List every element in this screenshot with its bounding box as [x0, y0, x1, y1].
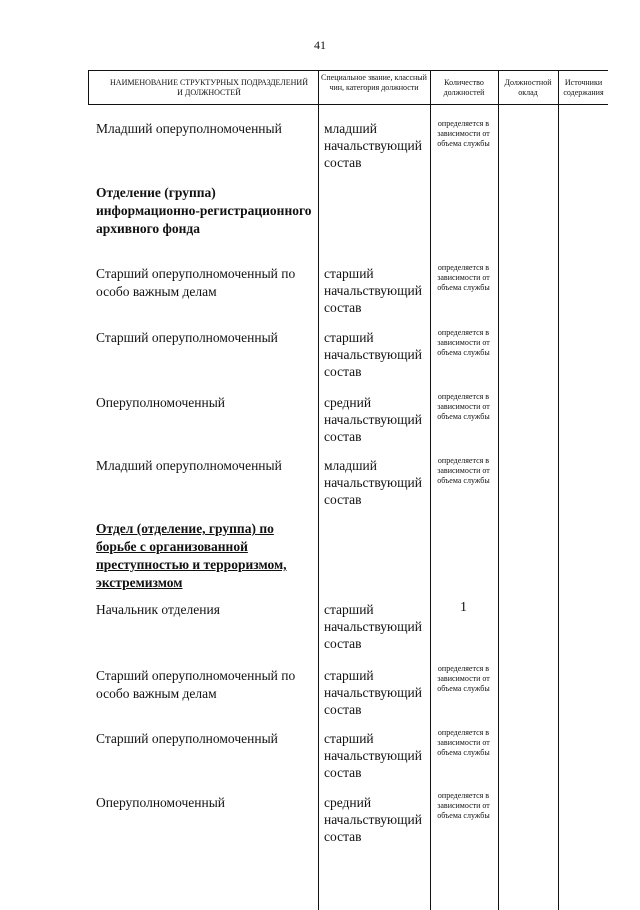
- header-salary: Должностной оклад: [504, 78, 552, 97]
- position-rank: средний начальствующий состав: [324, 395, 422, 444]
- staffing-table: [88, 70, 608, 910]
- column-divider: [430, 70, 431, 910]
- header-bottom-border: [88, 104, 608, 105]
- position-count: 1: [460, 600, 467, 615]
- position-count: определяется в зависимости от объема службы: [437, 119, 490, 148]
- position-name: Старший оперуполномоченный по особо важным делам: [96, 668, 296, 701]
- position-rank: старший начальствующий состав: [324, 266, 422, 315]
- header-name: НАИМЕНОВАНИЕ СТРУКТУРНЫХ ПОДРАЗДЕЛЕНИЙ И ДОЛЖНОСТЕЙ: [110, 78, 308, 97]
- position-rank: старший начальствующий состав: [324, 602, 422, 651]
- position-rank: младший начальствующий состав: [324, 458, 422, 507]
- position-rank: средний начальствующий состав: [324, 795, 422, 844]
- position-rank: младший начальствующий состав: [324, 121, 422, 170]
- header-count: Количество должностей: [443, 78, 485, 97]
- header-rank: Специальное звание, классный чин, категория должности: [321, 73, 427, 92]
- page-number: 41: [314, 38, 326, 52]
- position-name: Оперуполномоченный: [96, 395, 226, 410]
- header-source: Источники содержания: [563, 78, 604, 97]
- position-name: Младший оперуполномоченный: [96, 121, 282, 136]
- position-name: Оперуполномоченный: [96, 795, 226, 810]
- column-divider: [558, 70, 559, 910]
- position-rank: старший начальствующий состав: [324, 731, 422, 780]
- position-name: Старший оперуполномоченный: [96, 731, 278, 746]
- section-title: Отдел (отделение, группа) по борьбе с организованной преступностью и терроризмом, экстремизмом: [96, 521, 287, 590]
- position-count: определяется в зависимости от объема службы: [437, 392, 490, 421]
- position-count: определяется в зависимости от объема службы: [437, 263, 490, 292]
- position-name: Старший оперуполномоченный: [96, 330, 278, 345]
- position-name: Начальник отделения: [96, 602, 220, 617]
- position-count: определяется в зависимости от объема службы: [437, 728, 490, 757]
- section-title: Отделение (группа) информационно-регистрационного архивного фонда: [96, 185, 312, 236]
- position-name: Младший оперуполномоченный: [96, 458, 282, 473]
- position-rank: старший начальствующий состав: [324, 668, 422, 717]
- position-count: определяется в зависимости от объема службы: [437, 328, 490, 357]
- position-count: определяется в зависимости от объема службы: [437, 456, 490, 485]
- position-rank: старший начальствующий состав: [324, 330, 422, 379]
- column-divider: [318, 70, 319, 910]
- column-divider: [498, 70, 499, 910]
- table-top-border: [88, 70, 608, 71]
- position-name: Старший оперуполномоченный по особо важным делам: [96, 266, 296, 299]
- position-count: определяется в зависимости от объема службы: [437, 791, 490, 820]
- position-count: определяется в зависимости от объема службы: [437, 664, 490, 693]
- column-divider: [88, 70, 89, 104]
